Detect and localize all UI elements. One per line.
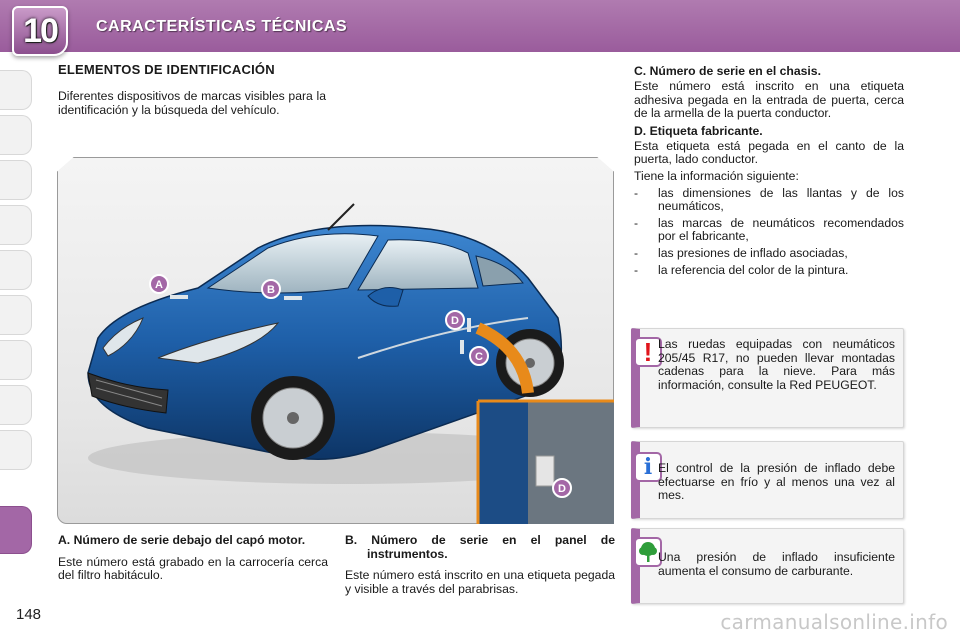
chapter-tab[interactable] <box>0 160 32 200</box>
eco-note-text: Una presión de inflado insuficiente aumenta el consumo de carburante. <box>658 550 895 578</box>
tree-icon <box>636 539 660 565</box>
item-d-heading: D. Etiqueta fabricante. <box>634 123 763 138</box>
chapter-badge <box>12 6 68 56</box>
callout-label-a <box>150 275 168 293</box>
warning-note-text: Las ruedas equipadas con neumáticos 205/45 R17, no pueden llevar montadas cadenas para la nieve. Para más información, consulte la Red PEUGEOT. <box>658 337 895 392</box>
svg-text:B: B <box>267 284 275 296</box>
page-header <box>0 0 960 52</box>
intro-text: Diferentes dispositivos de marcas visibles para la identificación y la búsqueda del vehículo. <box>58 89 326 117</box>
list-item: - la referencia del color de la pintura. <box>634 262 849 277</box>
callout-label-d-inset <box>553 479 571 497</box>
section-title: ELEMENTOS DE IDENTIFICACIÓN <box>58 62 275 77</box>
chapter-tab[interactable] <box>0 115 32 155</box>
list-item: - las marcas de neumáticos recomendados por el fabricante, <box>634 215 904 244</box>
callout-label-b <box>262 280 280 298</box>
chapter-tab-strip <box>0 60 34 560</box>
warning-icon: ! <box>636 339 660 365</box>
chapter-tab[interactable] <box>0 70 32 110</box>
info-note <box>631 441 904 519</box>
chapter-number: 10 <box>23 12 57 50</box>
chapter-tab[interactable] <box>0 250 32 290</box>
chapter-tab[interactable] <box>0 295 32 335</box>
item-a <box>58 534 328 583</box>
chapter-tab[interactable] <box>0 205 32 245</box>
svg-text:A: A <box>155 279 163 291</box>
right-column <box>634 64 904 280</box>
chapter-tab[interactable] <box>0 340 32 380</box>
eco-note <box>631 528 904 604</box>
chapter-tab[interactable] <box>0 385 32 425</box>
item-a-heading: A. Número de serie debajo del capó motor. <box>58 533 306 547</box>
chapter-title: CARACTERÍSTICAS TÉCNICAS <box>96 18 348 35</box>
callout-label-d <box>446 311 464 329</box>
chapter-tab-active[interactable] <box>0 506 32 554</box>
callout-layer <box>58 158 615 525</box>
item-c-heading: C. Número de serie en el chasis. <box>634 64 821 78</box>
svg-text:C: C <box>475 351 483 363</box>
info-note-text: El control de la presión de inflado debe efectuarse en frío y al menos una vez al mes. <box>658 461 895 503</box>
item-d-intro: Tiene la información siguiente: <box>634 168 799 183</box>
item-d-body: Esta etiqueta está pegada en el canto de la puerta, lado conductor. <box>634 138 904 167</box>
item-d-list <box>634 187 904 278</box>
warning-note <box>631 328 904 428</box>
chapter-tab[interactable] <box>0 430 32 470</box>
watermark: carmanualsonline.info <box>720 610 948 634</box>
svg-text:D: D <box>558 483 566 495</box>
item-b-heading: B. Número de serie en el panel de instrumentos. <box>345 533 615 561</box>
item-c-body: Este número está inscrito en una etiqueta adhesiva pegada en la entrada de puerta, cerca de la armella de la puerta conductor. <box>634 79 904 121</box>
list-item: - las presiones de inflado asociadas, <box>634 245 848 260</box>
item-a-body: Este número está grabado en la carrocería cerca del filtro habitáculo. <box>58 554 328 583</box>
item-b <box>345 534 615 596</box>
info-icon: i <box>636 454 660 480</box>
list-item: - las dimensiones de las llantas y de los neumáticos, <box>634 185 904 214</box>
item-b-body: Este número está inscrito en una etiqueta pegada y visible a través del parabrisas. <box>345 568 615 596</box>
callout-label-c <box>470 347 488 365</box>
page-number: 148 <box>16 606 42 623</box>
svg-text:D: D <box>451 315 459 327</box>
car-identification-figure <box>57 157 614 524</box>
